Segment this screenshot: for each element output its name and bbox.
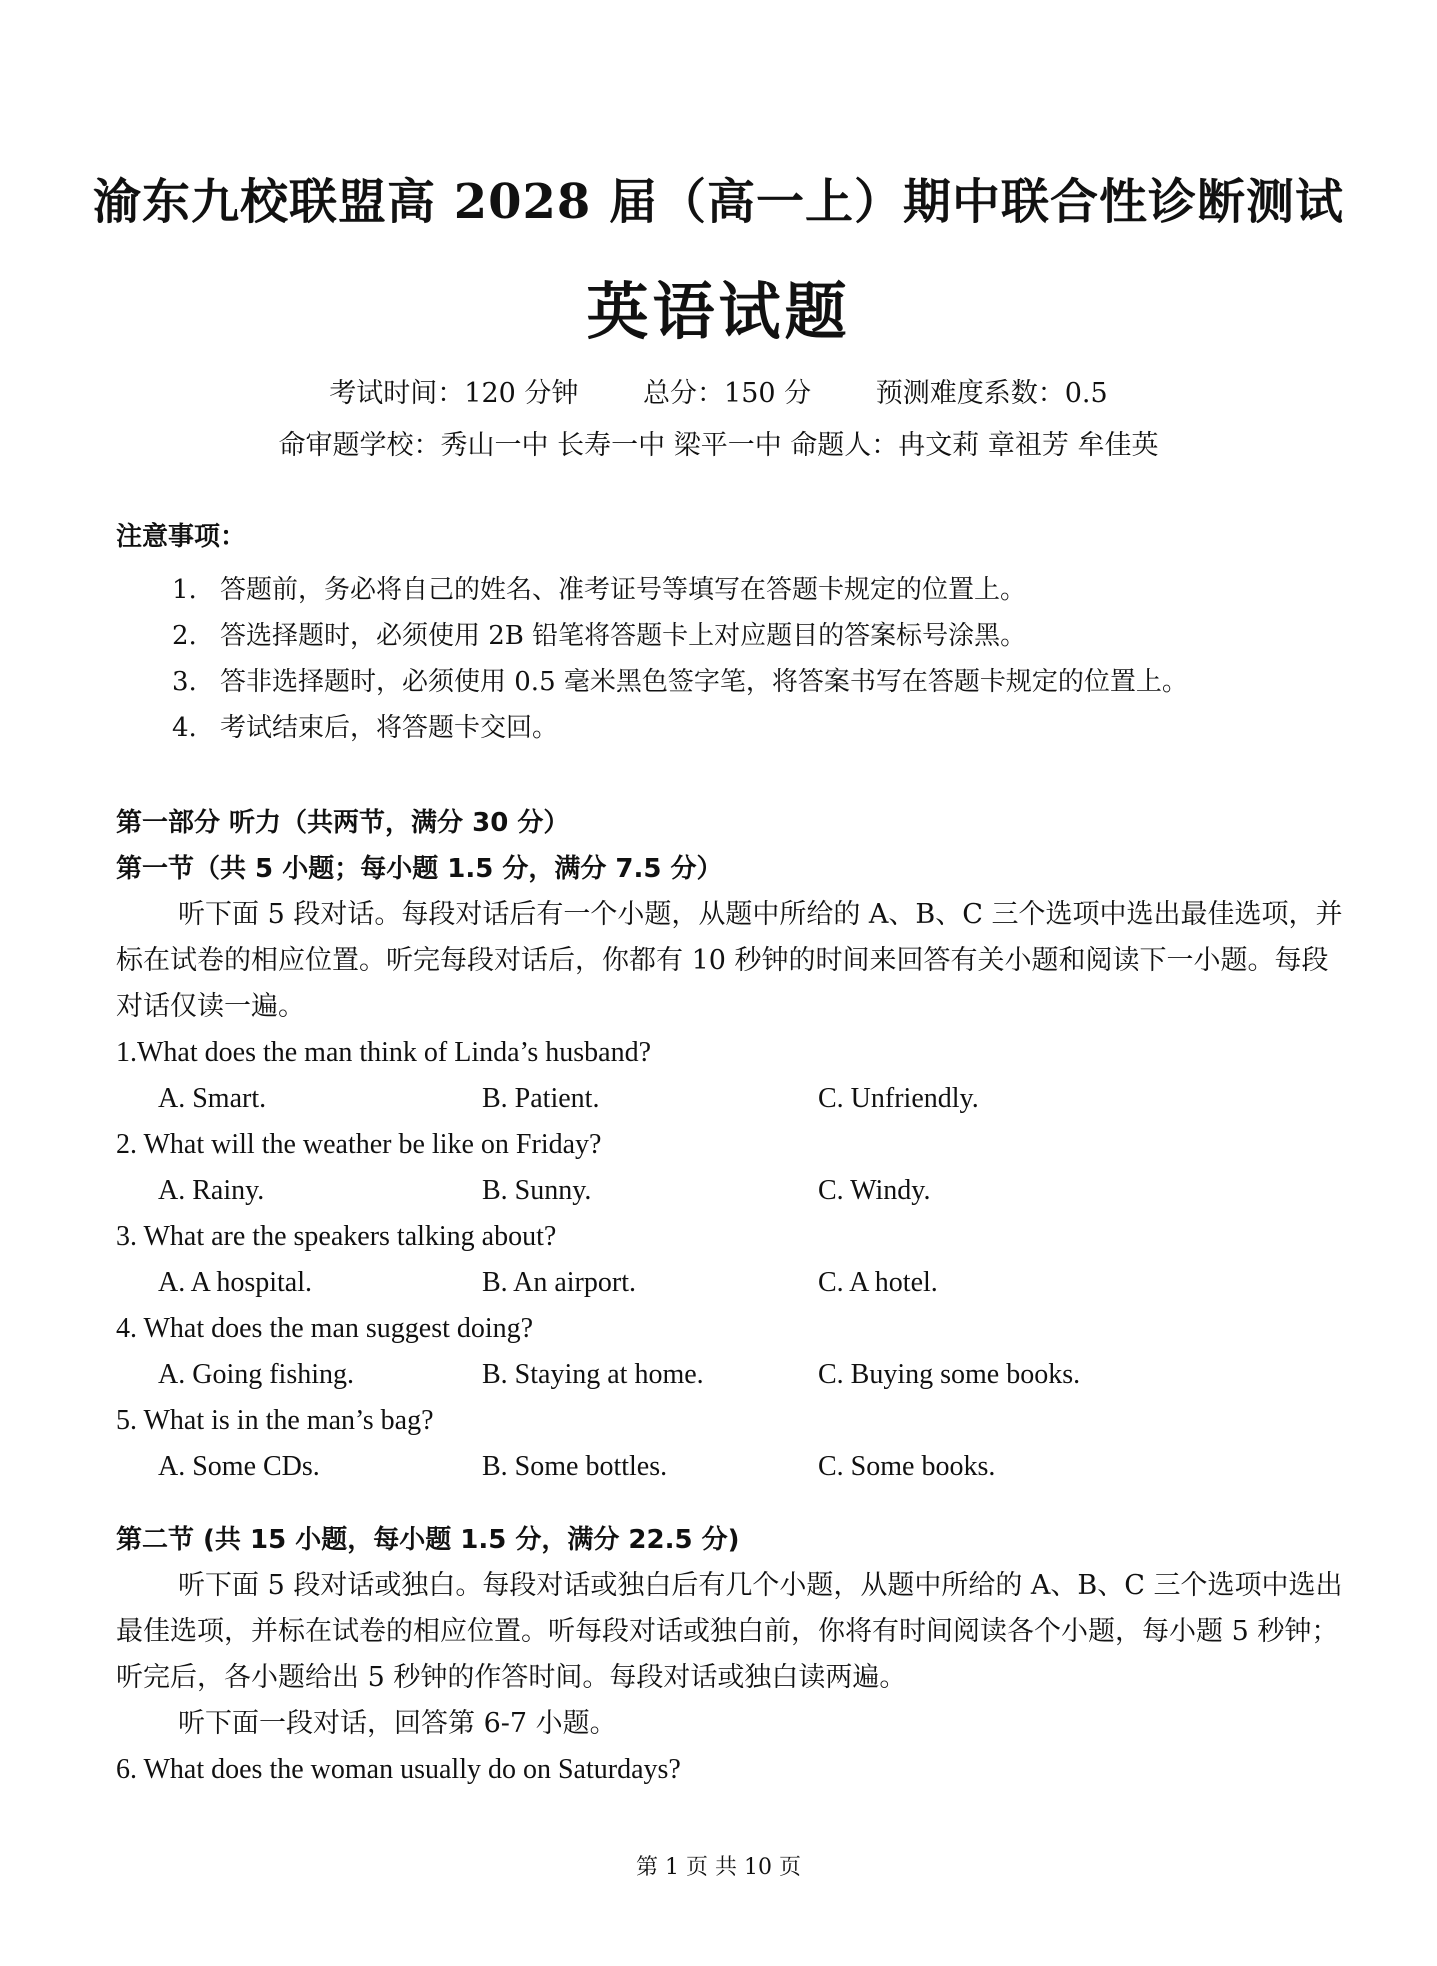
option-c: C. Some books. <box>818 1451 996 1482</box>
question-4: 4. What does the man suggest doing? <box>116 1313 534 1344</box>
question-5-options <box>116 1444 1346 1490</box>
option-a: A. Going fishing. <box>158 1359 354 1390</box>
option-a: A. Rainy. <box>158 1175 265 1206</box>
question-1-options <box>116 1076 1346 1122</box>
total-score: 总分：150 分 <box>643 378 812 409</box>
schools-authors: 命审题学校：秀山一中 长寿一中 梁平一中 命题人：冉文莉 章祖芳 牟佳英 <box>278 430 1159 461</box>
option-a: A. A hospital. <box>158 1267 313 1298</box>
section-two-heading: 第二节 (共 15 小题，每小题 1.5 分，满分 22.5 分) <box>116 1525 740 1555</box>
question-2-options <box>116 1168 1346 1214</box>
page-number: 第 1 页 共 10 页 <box>636 1855 801 1880</box>
option-c: C. Windy. <box>818 1175 931 1206</box>
section-one-heading: 第一节（共 5 小题；每小题 1.5 分，满分 7.5 分） <box>116 854 723 884</box>
option-b: B. Staying at home. <box>482 1359 704 1390</box>
option-c: C. Unfriendly. <box>818 1083 979 1114</box>
section-one-instructions: 听下面 5 段对话。每段对话后有一个小题，从题中所给的 A、B、C 三个选项中选出最佳选项，并标在试卷的相应位置。听完每段对话后，你都有 10 秒钟的时间来回答有关小题和阅读下一小题。每段对话仅读一遍。 <box>116 899 1343 1022</box>
option-b: B. Some bottles. <box>482 1451 668 1482</box>
question-3: 3. What are the speakers talking about? <box>116 1221 557 1252</box>
question-2: 2. What will the weather be like on Friday? <box>116 1129 602 1160</box>
option-c: C. Buying some books. <box>818 1359 1081 1390</box>
exam-time: 考试时间：120 分钟 <box>329 378 579 409</box>
option-b: B. Sunny. <box>482 1175 592 1206</box>
difficulty: 预测难度系数：0.5 <box>875 378 1108 409</box>
note-item: 2. 答选择题时，必须使用 2B 铅笔将答题卡上对应题目的答案标号涂黑。 <box>172 621 1027 651</box>
note-item: 3. 答非选择题时，必须使用 0.5 毫米黑色签字笔，将答案书写在答题卡规定的位置上。 <box>172 667 1188 697</box>
notes-section <box>116 516 1346 751</box>
exam-meta <box>0 371 1437 410</box>
question-6: 6. What does the woman usually do on Saturdays? <box>116 1754 681 1785</box>
note-item: 4. 考试结束后，将答题卡交回。 <box>172 713 559 743</box>
note-item: 1. 答题前，务必将自己的姓名、准考证号等填写在答题卡规定的位置上。 <box>172 575 1027 605</box>
section-two-instructions: 听下面 5 段对话或独白。每段对话或独白后有几个小题，从题中所给的 A、B、C 三个选项中选出最佳选项，并标在试卷的相应位置。听每段对话或独白前，你将有时间阅读各个小题，每小题 5 秒钟；听完后，各小题给出 5 秒钟的作答时间。每段对话或独白读两遍。 <box>116 1570 1343 1693</box>
notes-heading: 注意事项： <box>116 522 247 552</box>
option-c: C. A hotel. <box>818 1267 938 1298</box>
option-a: A. Smart. <box>158 1083 267 1114</box>
question-3-options <box>116 1260 1346 1306</box>
question-1: 1.What does the man think of Linda’s husband? <box>116 1037 651 1068</box>
question-5: 5. What is in the man’s bag? <box>116 1405 434 1436</box>
exam-subtitle: 英语试题 <box>586 275 851 348</box>
option-a: A. Some CDs. <box>158 1451 320 1482</box>
option-b: B. Patient. <box>482 1083 600 1114</box>
listen-note: 听下面一段对话，回答第 6-7 小题。 <box>178 1708 617 1739</box>
section-two <box>116 1517 1346 1793</box>
question-4-options <box>116 1352 1346 1398</box>
option-b: B. An airport. <box>482 1267 636 1298</box>
part-one-heading: 第一部分 听力（共两节，满分 30 分） <box>116 808 570 838</box>
part-one <box>116 800 1346 1490</box>
exam-title: 渝东九校联盟高 2028 届（高一上）期中联合性诊断测试 <box>92 174 1345 230</box>
